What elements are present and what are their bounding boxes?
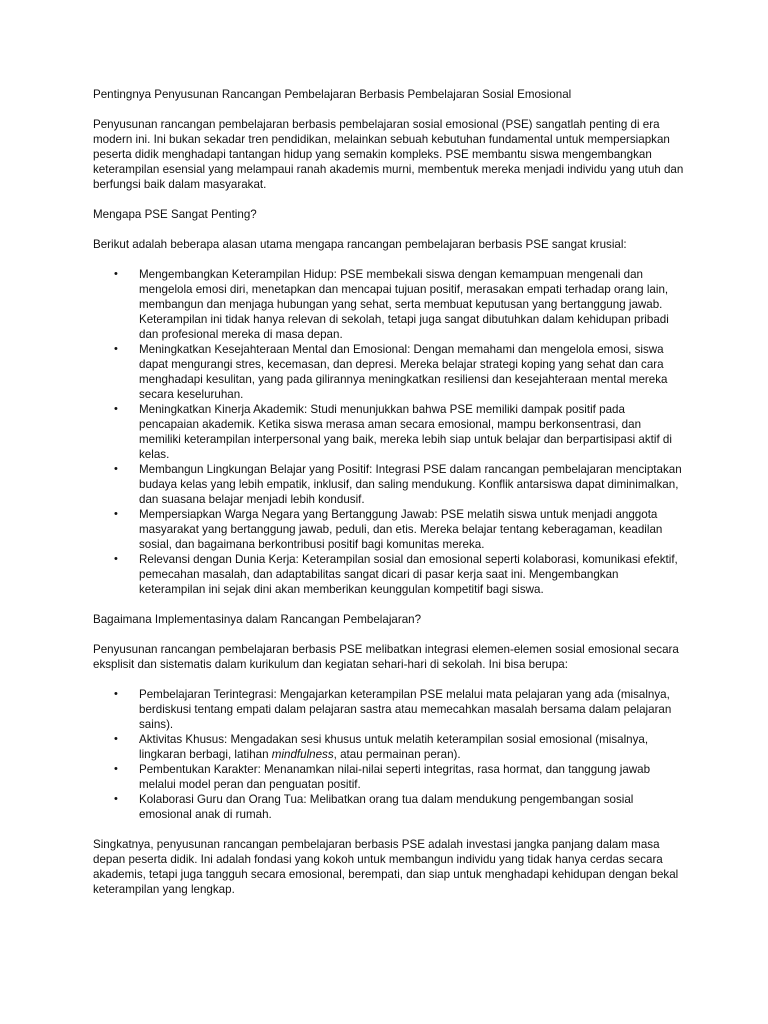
list-item-text: Meningkatkan Kesejahteraan Mental dan Emosional: Dengan memahami dan mengelola emosi, siswa dapat mengurangi stres, kecemasan, dan depresi. Mereka belajar strategi koping yang sehat dan cara menghadapi kesulitan, yang pada gilirannya meningkatkan resiliensi dan kesejahteraan mental mereka secara keseluruhan. bbox=[139, 343, 668, 401]
reasons-list bbox=[93, 267, 685, 597]
implementation-list bbox=[93, 687, 685, 822]
list-item-text: Membangun Lingkungan Belajar yang Positif: Integrasi PSE dalam rancangan pembelajaran menciptakan budaya kelas yang lebih empatik, inklusif, dan saling mendukung. Konflik antarsiswa dapat diminimalkan, dan suasana belajar menjadi lebih kondusif. bbox=[139, 463, 682, 506]
document-title: Pentingnya Penyusunan Rancangan Pembelajaran Berbasis Pembelajaran Sosial Emosional bbox=[93, 88, 572, 101]
list-item-text: Mengembangkan Keterampilan Hidup: PSE membekali siswa dengan kemampuan mengenali dan mengelola emosi diri, menetapkan dan mencapai tujuan positif, merasakan empati terhadap orang lain, membangun dan menjaga hubungan yang sehat, serta membuat keputusan yang bertanggung jawab. Keterampilan ini tidak hanya relevan di sekolah, tetapi juga sangat dibutuhkan dalam kehidupan pribadi dan profesional mereka di masa depan. bbox=[139, 268, 669, 341]
bullet-icon: • bbox=[114, 403, 118, 415]
bullet-icon: • bbox=[114, 793, 118, 805]
list-item-text: Mempersiapkan Warga Negara yang Bertanggung Jawab: PSE melatih siswa untuk menjadi anggota masyarakat yang bertanggung jawab, peduli, dan etis. Mereka belajar tentang keberagaman, keadilan sosial, dan bagaimana berkontribusi positif bagi komunitas mereka. bbox=[139, 508, 663, 551]
section-lead-why: Berikut adalah beberapa alasan utama mengapa rancangan pembelajaran berbasis PSE sangat krusial: bbox=[93, 238, 627, 251]
list-item bbox=[93, 792, 685, 822]
list-item-text: Kolaborasi Guru dan Orang Tua: Melibatkan orang tua dalam mendukung pengembangan sosial emosional anak di rumah. bbox=[139, 793, 634, 821]
section-lead-how: Penyusunan rancangan pembelajaran berbasis PSE melibatkan integrasi elemen-elemen sosial emosional secara eksplisit dan sistematis dalam kurikulum dan kegiatan sehari-hari di sekolah. Ini bisa berupa: bbox=[93, 643, 679, 671]
bullet-icon: • bbox=[114, 508, 118, 520]
list-item bbox=[93, 342, 685, 402]
list-item bbox=[93, 507, 685, 552]
bullet-icon: • bbox=[114, 463, 118, 475]
bullet-icon: • bbox=[114, 343, 118, 355]
list-item-text-part: Aktivitas Khusus: Mengadakan sesi khusus untuk melatih keterampilan sosial emosional (misalnya, lingkaran berbagi, latihan bbox=[139, 733, 649, 761]
list-item bbox=[93, 402, 685, 462]
list-item-italic-term: mindfulness bbox=[271, 748, 334, 761]
list-item-text: Relevansi dengan Dunia Kerja: Keterampilan sosial dan emosional seperti kolaborasi, komunikasi efektif, pemecahan masalah, dan adaptabilitas sangat dicari di pasar kerja saat ini. Mengembangkan keterampilan ini sejak dini akan memberikan keunggulan kompetitif bagi siswa. bbox=[139, 553, 678, 596]
list-item-text: Meningkatkan Kinerja Akademik: Studi menunjukkan bahwa PSE memiliki dampak positif pada pencapaian akademik. Ketika siswa merasa aman secara emosional, mampu berkonsentrasi, dan memiliki keterampilan interpersonal yang baik, mereka lebih siap untuk belajar dan berpartisipasi aktif di kelas. bbox=[139, 403, 672, 461]
list-item-text: Pembelajaran Terintegrasi: Mengajarkan keterampilan PSE melalui mata pelajaran yang ada (misalnya, berdiskusi tentang empati dalam pelajaran sastra atau memecahkan masalah bersama dalam pelajaran sains). bbox=[139, 688, 672, 731]
list-item-text-part: , atau permainan peran). bbox=[333, 748, 461, 761]
intro-paragraph: Penyusunan rancangan pembelajaran berbasis pembelajaran sosial emosional (PSE) sangatlah penting di era modern ini. Ini bukan sekadar tren pendidikan, melainkan sebuah kebutuhan fundamental untuk mempersiapkan peserta didik menghadapi tantangan hidup yang semakin kompleks. PSE membantu siswa mengembangkan keterampilan esensial yang melampaui ranah akademis murni, membentuk mereka menjadi individu yang utuh dan berfungsi baik dalam masyarakat. bbox=[93, 118, 684, 191]
bullet-icon: • bbox=[114, 268, 118, 280]
list-item bbox=[93, 267, 685, 342]
list-item bbox=[93, 732, 685, 762]
conclusion-paragraph: Singkatnya, penyusunan rancangan pembelajaran berbasis PSE adalah investasi jangka panjang dalam masa depan peserta didik. Ini adalah fondasi yang kokoh untuk membangun individu yang tidak hanya cerdas secara akademis, tetapi juga tangguh secara emosional, berempati, dan siap untuk menghadapi kehidupan dengan bekal keterampilan yang lengkap. bbox=[93, 838, 679, 896]
bullet-icon: • bbox=[114, 733, 118, 745]
section-heading-how: Bagaimana Implementasinya dalam Rancangan Pembelajaran? bbox=[93, 613, 422, 626]
list-item-text: Pembentukan Karakter: Menanamkan nilai-nilai seperti integritas, rasa hormat, dan tanggung jawab melalui model peran dan penguatan positif. bbox=[139, 763, 651, 791]
list-item bbox=[93, 687, 685, 732]
bullet-icon: • bbox=[114, 688, 118, 700]
list-item bbox=[93, 762, 685, 792]
bullet-icon: • bbox=[114, 763, 118, 775]
document-body bbox=[93, 87, 685, 912]
list-item bbox=[93, 462, 685, 507]
list-item bbox=[93, 552, 685, 597]
section-heading-why: Mengapa PSE Sangat Penting? bbox=[93, 208, 257, 221]
bullet-icon: • bbox=[114, 553, 118, 565]
